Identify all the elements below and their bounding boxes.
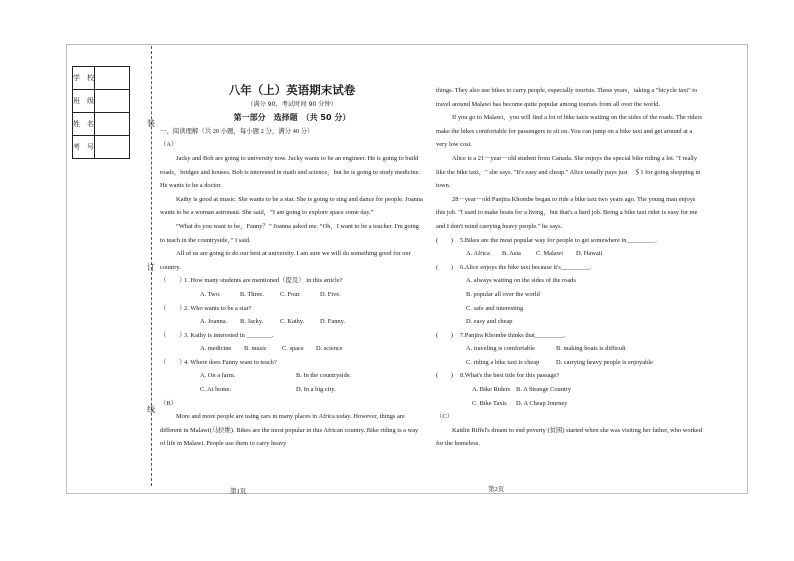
option[interactable]: C. Four. [280, 290, 301, 298]
option[interactable]: A. Bike Riders [472, 386, 511, 394]
question-stem: 4. Where does Fanny want to teach? [184, 358, 277, 366]
option[interactable]: B. In the countryside. [296, 372, 352, 380]
question-2 [160, 302, 424, 316]
left-column [160, 84, 424, 451]
option[interactable]: C. Kathy. [280, 318, 305, 326]
right-column [436, 84, 704, 451]
question-stem: 6.Alice enjoys the bike taxi because it's_________. [460, 263, 592, 271]
option[interactable]: B. popular all over the world [466, 290, 540, 298]
passage-a-p3: “What do you want to be，Fanny？” Joanna asked me. “Oh，I want to be a teacher. I'm going to teach in the countryside，” I said. [160, 222, 419, 244]
school-label: 学 校 [73, 67, 95, 90]
option[interactable]: D. In a big city. [296, 386, 336, 394]
school-field[interactable] [95, 67, 130, 90]
option[interactable]: B. Three. [240, 290, 264, 298]
question-4-options-row2 [160, 383, 424, 397]
option[interactable]: B. Asia [502, 250, 521, 258]
number-label: 考 号 [73, 136, 95, 159]
question-stem: 7.Panjira Khombe thinks that_________. [460, 331, 566, 339]
number-field[interactable] [95, 136, 130, 159]
option[interactable]: D. A Cheap Journey [516, 399, 568, 407]
question-6 [436, 261, 704, 275]
question-3-options [160, 342, 424, 356]
question-stem: 3. Kathy is interested in ________. [184, 331, 274, 339]
question-7-options-row1 [436, 342, 704, 356]
passage-c-p1: Kaitlin Riffel's dream to end poverty (贫困) started when she was visiting her father, who worked for the homeless. [436, 426, 702, 448]
option[interactable]: C. space [282, 345, 304, 353]
option[interactable]: C. safe and interesting [466, 304, 524, 312]
part-c-label: （C） [436, 413, 454, 421]
question-2-options [160, 315, 424, 329]
option[interactable]: C. Bike Taxis [472, 399, 507, 407]
option[interactable]: D. Five. [320, 290, 341, 298]
passage-b-p4: 28－year－old Panjira Khombe began to ride a bike taxi two years ago. The young man enjoys this job. "I used to make boats for a living，but that's a hard job. Being a bike taxi rider is easy for me and I don't mind carrying heavy people." he says. [436, 195, 698, 230]
passage-b-p1: More and more people are using cars in many places in Africa today. However, things are different in Malawi(马拉维). Bikes are the most popular in this African country. Bike riding is a way of life in Malawi. People use them to carry heavy [160, 413, 419, 448]
option[interactable]: A. Two. [200, 290, 221, 298]
passage-a-p2: Kathy is good at music. She wants to be a star. She is going to sing and dance for people. Joanna wants to be a woman astronaut. She said，“I am going to explore space some day.” [160, 195, 423, 217]
option[interactable]: D. Hawaii [576, 250, 603, 258]
question-1 [160, 274, 424, 288]
question-5 [436, 234, 704, 248]
option[interactable]: C. Malawi [536, 250, 563, 258]
student-info-table [72, 66, 130, 159]
passage-b-p2: If you go to Malawi，you will find a lot of bike taxis waiting on the sides of the roads. The riders make the bikes comfortable for passengers to sit on. You can jump on a bike taxi and get around at a very low cost. [436, 114, 702, 149]
option[interactable]: A. Africa [466, 250, 490, 258]
answer-blank[interactable]: （ ） [160, 331, 186, 339]
question-7 [436, 329, 704, 343]
option[interactable]: D. easy and cheap [466, 318, 513, 326]
option[interactable]: A. On a farm. [200, 372, 236, 380]
part-b-label: （B） [160, 399, 178, 407]
passage-b-p3: Alice is a 21－year－old student from Canada. She enjoys the special bike riding a lot. "I really like the bike taxi，" she says. "It's easy and cheap." Alice usually pays just ＄1 for going shopping in town. [436, 154, 701, 190]
answer-blank[interactable]: （ ） [160, 358, 186, 366]
option[interactable]: D. science [316, 345, 343, 353]
question-stem: 8.What's the best title for this passage? [460, 372, 560, 380]
option[interactable]: A. traveling is comfortable [466, 345, 535, 353]
passage-a-p1: Jacky and Bob are going to university now. Jacky wants to be an engineer. He is going to build roads，bridges and houses. Bob is interested in math and science，but he is going to study medicine. He wants to be a doctor. [160, 154, 421, 190]
option[interactable]: C. riding a bike taxi is cheap [466, 358, 540, 366]
part-a-label: （A） [160, 141, 178, 149]
answer-blank[interactable]: （ ） [160, 304, 186, 312]
name-label: 姓 名 [73, 113, 95, 136]
binding-char-1: 装 [147, 119, 155, 128]
passage-b-p1-cont: things. They also use bikes to carry people, especially tourists. These years，taking a "bicycle taxi" to travel around Malawi has become quite popular among tourists from all over the world. [436, 87, 698, 108]
question-4 [160, 356, 424, 370]
name-field[interactable] [95, 113, 130, 136]
question-8 [436, 369, 704, 383]
question-5-options [436, 247, 704, 261]
question-4-options-row1 [160, 369, 424, 383]
option[interactable]: C. At home. [200, 386, 231, 394]
answer-blank[interactable]: ( ) [436, 263, 454, 271]
class-label: 班 级 [73, 90, 95, 113]
exam-subtitle: （满分 90，考试时间 90 分钟） [247, 100, 337, 108]
answer-blank[interactable]: ( ) [436, 372, 454, 380]
question-8-options-row2 [436, 397, 704, 411]
class-field[interactable] [95, 90, 130, 113]
page-number-1: 第1页 [230, 488, 247, 495]
answer-blank[interactable]: ( ) [436, 236, 454, 244]
exam-title: 八年（上）英语期末试卷 [228, 83, 356, 97]
option[interactable]: D. Fanny. [320, 318, 345, 326]
instruction: 一、阅读理解（共 20 小题，每小题 2 分，满分 40 分） [160, 127, 314, 135]
question-8-options-row1 [436, 383, 704, 397]
option[interactable]: B. making boats is difficult [556, 345, 626, 353]
page-number-2: 第2页 [488, 486, 505, 493]
binding-char-3: 线 [147, 405, 155, 414]
binding-char-2: 订 [147, 263, 155, 272]
option[interactable]: B. music [244, 345, 267, 353]
option[interactable]: B. Jacky. [240, 318, 264, 326]
answer-blank[interactable]: （ ） [160, 277, 186, 285]
option[interactable]: A. medicine [200, 345, 232, 353]
question-3 [160, 329, 424, 343]
question-1-options [160, 288, 424, 302]
option[interactable]: B. A Strange Country [516, 386, 572, 394]
option[interactable]: A. Joanna. [200, 318, 228, 326]
answer-blank[interactable]: ( ) [436, 331, 454, 339]
option[interactable]: D. carrying heavy people is enjoyable [556, 358, 653, 366]
passage-a-p4: All of us are going to do our best at university. I am sure we will do something good for our country. [160, 250, 411, 271]
section-heading: 第一部分 选择题 （共 50 分） [233, 113, 351, 123]
question-stem: 1. How many students are mentioned（提及） in this article? [184, 277, 343, 285]
question-stem: 5.Bikes are the most popular way for people to get somewhere in_________. [460, 236, 657, 244]
option[interactable]: A. always waiting on the sides of the roads [466, 277, 576, 285]
question-7-options-row2 [436, 356, 704, 370]
question-stem: 2. Who wants to be a star? [184, 304, 252, 312]
